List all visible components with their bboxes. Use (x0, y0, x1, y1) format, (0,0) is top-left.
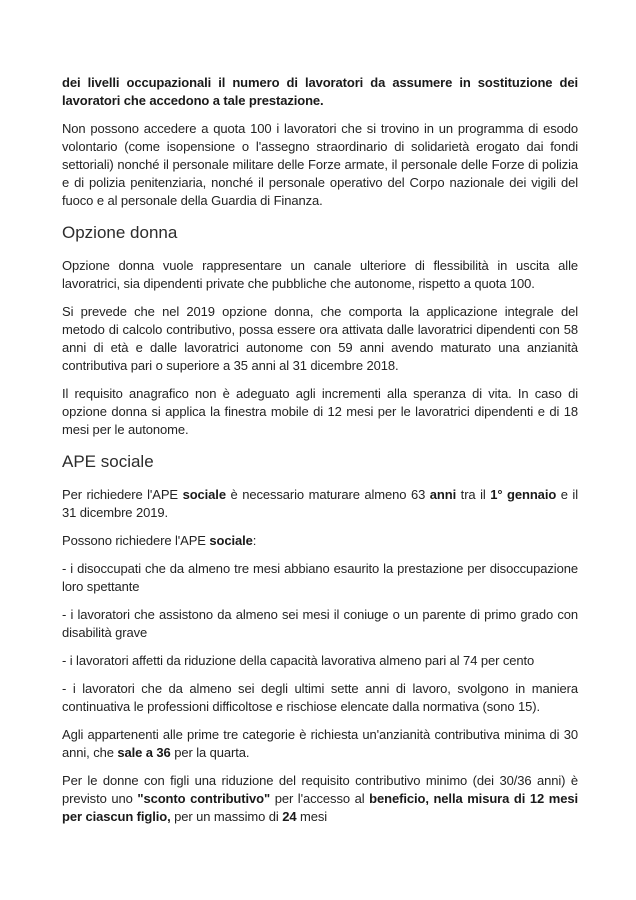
paragraph-opzione-donna-intro (62, 257, 578, 293)
bullet-lavori-gravosi (62, 680, 578, 716)
paragraph-anzianita-minima-text-2: per la quarta. (170, 745, 250, 760)
paragraph-anzianita-minima (62, 726, 578, 762)
paragraph-ape-requisito-eta-text-6: e il 31 dicembre 2019. (62, 487, 578, 520)
paragraph-quota100-esclusioni-text-0: Non possono accedere a quota 100 i lavoratori che si trovino in un programma di esodo volontario (come isopensione o l'assegno straordinario di solidarietà erogato dai fondi settoriali) nonché il personale militare delle Forze armate, il personale delle Forze di polizia e di polizia penitenziaria, nonché il personale operativo del Corpo nazionale dei vigili del fuoco e al personale della Guardia di Finanza. (62, 121, 578, 208)
heading-ape-sociale-text-0: APE sociale (62, 452, 154, 471)
bullet-lavori-gravosi-text-0: - i lavoratori che da almeno sei degli ultimi sette anni di lavoro, svolgono in maniera continuativa le professioni difficoltose e rischiose elencate dalla normativa (sono 15). (62, 681, 578, 714)
paragraph-ape-possono-richiedere-text-0: Possono richiedere l'APE (62, 533, 210, 548)
heading-ape-sociale (62, 452, 578, 472)
paragraph-ape-possono-richiedere (62, 532, 578, 550)
bullet-disoccupati-text-0: - i disoccupati che da almeno tre mesi abbiano esaurito la prestazione per disoccupazione loro spettante (62, 561, 578, 594)
paragraph-sconto-donne-text-2: per l'accesso al (270, 791, 370, 806)
paragraph-ape-requisito-eta-text-1: sociale (182, 487, 226, 502)
paragraph-quota100-esclusioni (62, 120, 578, 210)
bullet-invalidita (62, 652, 578, 670)
paragraph-opzione-donna-finestra (62, 385, 578, 439)
paragraph-sconto-donne (62, 772, 578, 826)
heading-opzione-donna-text-0: Opzione donna (62, 223, 178, 242)
paragraph-sconto-donne-text-5: 24 (282, 809, 297, 824)
heading-opzione-donna (62, 223, 578, 243)
paragraph-sconto-donne-text-3: beneficio, nella misura di 12 mesi per ciascun figlio, (62, 791, 578, 824)
paragraph-opzione-donna-requisiti (62, 303, 578, 375)
bullet-caregiver-text-0: - i lavoratori che assistono da almeno sei mesi il coniuge o un parente di primo grado con disabilità grave (62, 607, 578, 640)
paragraph-ape-requisito-eta-text-4: tra il (456, 487, 491, 502)
paragraph-sconto-donne-text-1: "sconto contributivo" (137, 791, 271, 806)
paragraph-sconto-donne-text-6: mesi (296, 809, 328, 824)
paragraph-sconto-donne-text-4: per un massimo di (170, 809, 283, 824)
paragraph-ape-requisito-eta-text-3: anni (429, 487, 457, 502)
paragraph-sconto-donne-text-0: Per le donne con figli una riduzione del requisito contributivo minimo (dei 30/36 anni) è previsto uno (62, 773, 578, 806)
paragraph-ape-requisito-eta (62, 486, 578, 522)
paragraph-ape-possono-richiedere-text-2: : (252, 533, 257, 548)
bullet-disoccupati (62, 560, 578, 596)
paragraph-anzianita-minima-text-0: Agli appartenenti alle prime tre categorie è richiesta un'anzianità contributiva minima di 30 anni, che (62, 727, 578, 760)
paragraph-ape-requisito-eta-text-2: è necessario maturare almeno 63 (225, 487, 430, 502)
intro-paragraph (62, 74, 578, 110)
paragraph-opzione-donna-finestra-text-0: Il requisito anagrafico non è adeguato agli incrementi alla speranza di vita. In caso di opzione donna si applica la finestra mobile di 12 mesi per le lavoratrici dipendenti e di 18 mesi per le autonome. (62, 386, 578, 437)
paragraph-opzione-donna-intro-text-0: Opzione donna vuole rappresentare un canale ulteriore di flessibilità in uscita alle lavoratrici, sia dipendenti private che pubbliche che autonome, rispetto a quota 100. (62, 258, 578, 291)
paragraph-ape-requisito-eta-text-0: Per richiedere l'APE (62, 487, 183, 502)
intro-paragraph-text-0: dei livelli occupazionali il numero di lavoratori da assumere in sostituzione dei lavoratori che accedono a tale prestazione. (62, 75, 578, 108)
paragraph-ape-possono-richiedere-text-1: sociale (209, 533, 253, 548)
bullet-caregiver (62, 606, 578, 642)
paragraph-opzione-donna-requisiti-text-0: Si prevede che nel 2019 opzione donna, che comporta la applicazione integrale del metodo di calcolo contributivo, possa essere ora attivata dalle lavoratrici dipendenti con 58 anni di età e dalle lavoratrici autonome con 59 anni avendo maturato una anzianità contributiva pari o superiore a 35 anni al 31 dicembre 2018. (62, 304, 578, 373)
paragraph-anzianita-minima-text-1: sale a 36 (117, 745, 171, 760)
bullet-invalidita-text-0: - i lavoratori affetti da riduzione della capacità lavorativa almeno pari al 74 per cento (62, 653, 535, 668)
paragraph-ape-requisito-eta-text-5: 1° gennaio (490, 487, 557, 502)
